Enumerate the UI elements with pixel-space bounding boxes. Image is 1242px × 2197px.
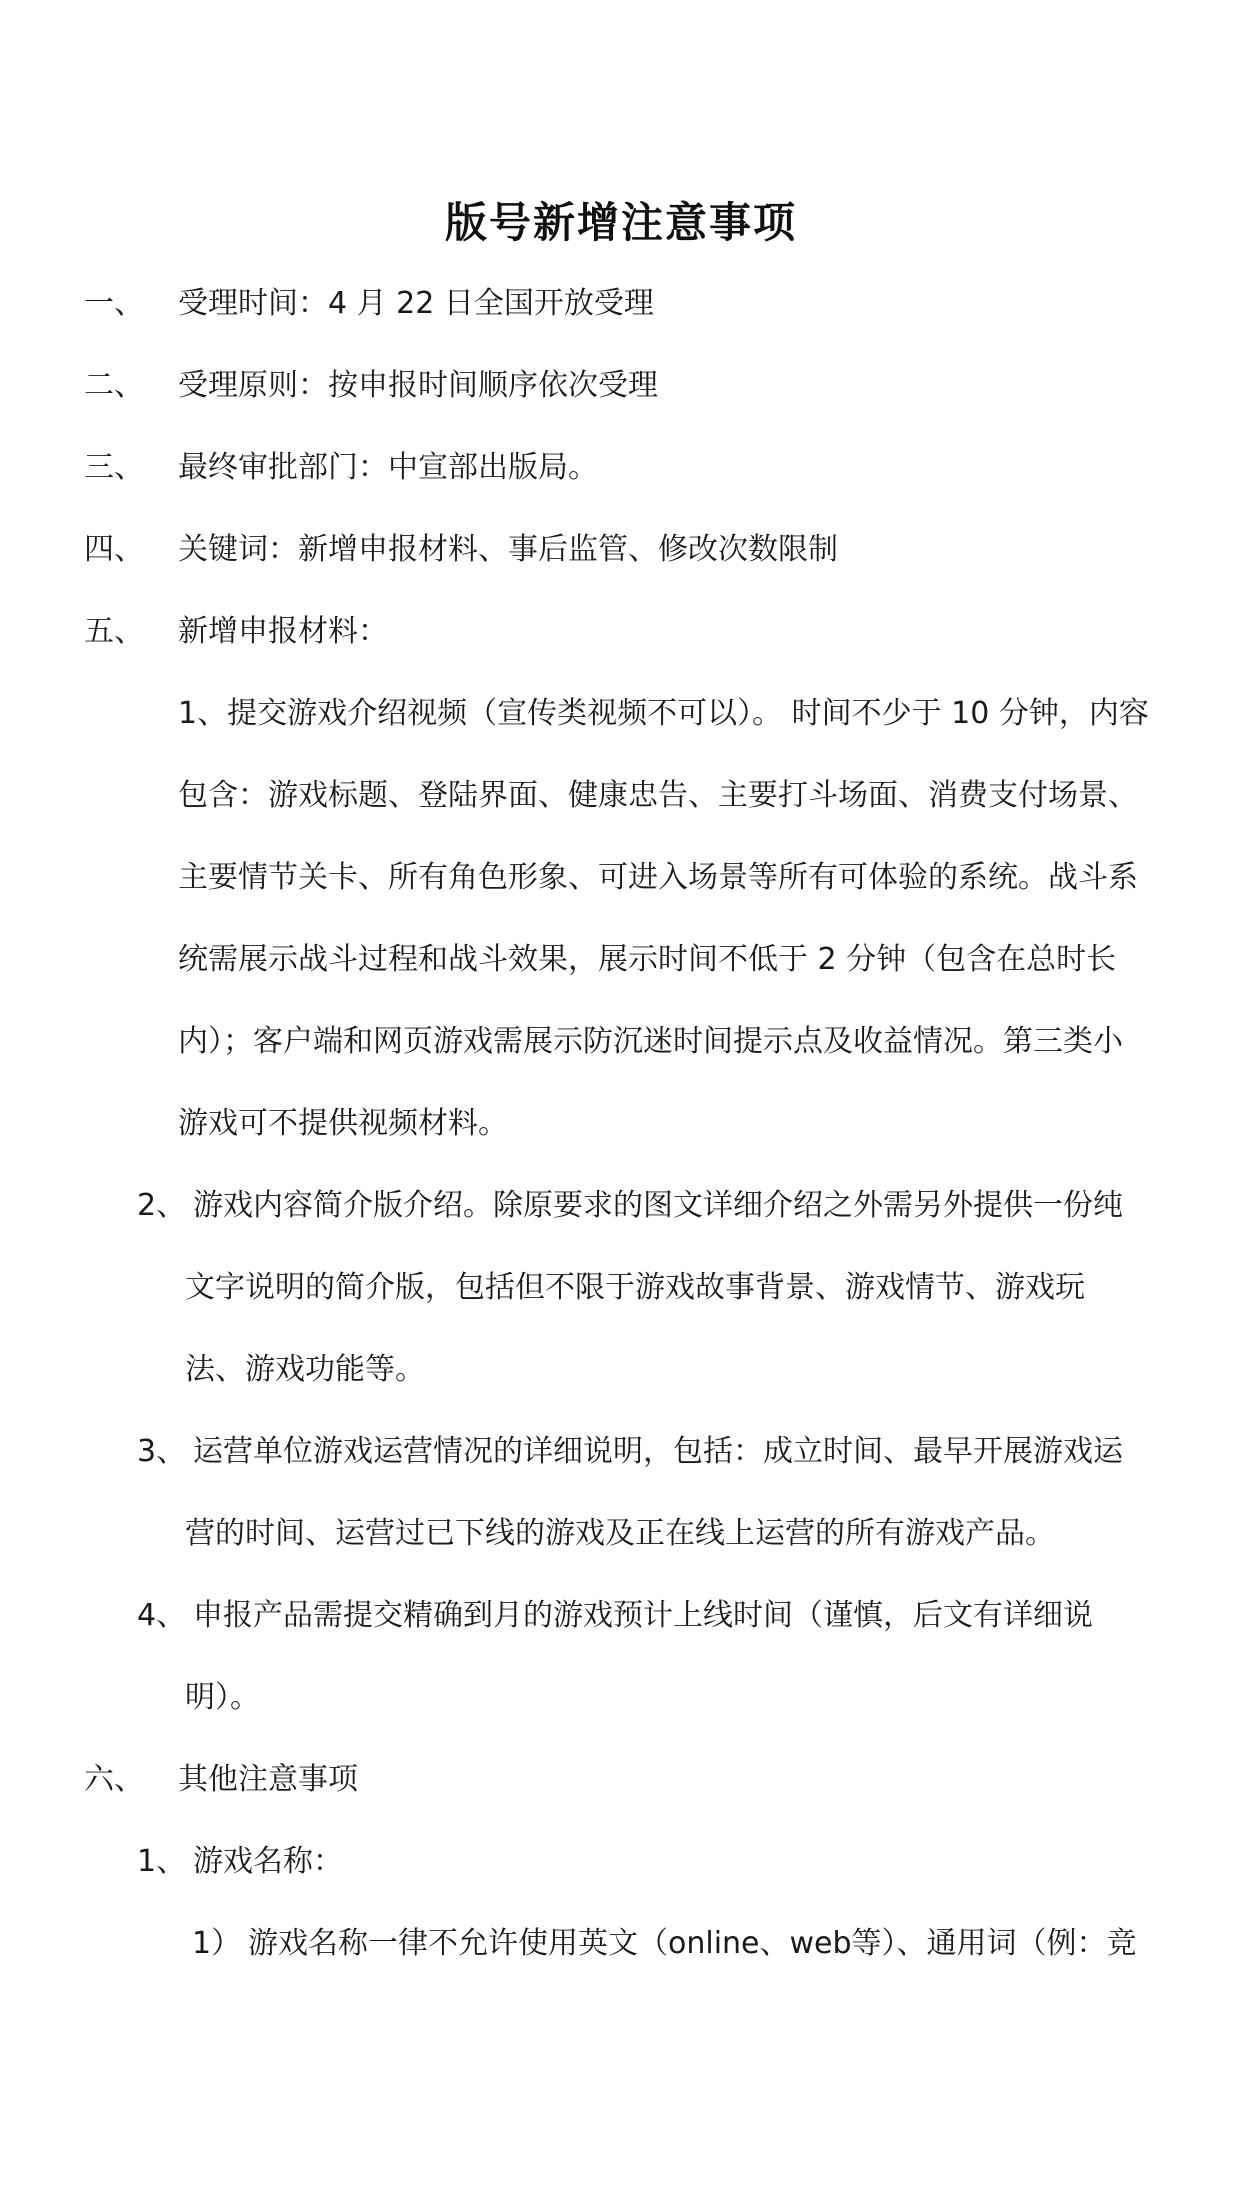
paragraph-line: 营的时间、运营过已下线的游戏及正在线上运营的所有游戏产品。 (185, 1516, 1055, 1551)
sub-item-number: 1） (192, 1926, 242, 1961)
item-number: 1、 (137, 1844, 187, 1879)
paragraph-line: 包含：游戏标题、登陆界面、健康忠告、主要打斗场面、消费支付场景、 (178, 778, 1138, 813)
section-number: 四、 (84, 532, 144, 567)
paragraph-line: 游戏名称一律不允许使用英文（online、web等）、通用词（例：竞 (248, 1926, 1137, 1961)
paragraph-line: 游戏可不提供视频材料。 (178, 1106, 508, 1141)
document-title: 版号新增注意事项 (444, 198, 797, 247)
paragraph-line: 法、游戏功能等。 (185, 1352, 425, 1387)
item-number: 4、 (137, 1598, 187, 1633)
section-text: 关键词：新增申报材料、事后监管、修改次数限制 (178, 532, 838, 567)
section-number: 六、 (84, 1762, 144, 1797)
item-number: 3、 (137, 1434, 187, 1469)
section-text: 新增申报材料： (178, 614, 388, 649)
paragraph-line: 1、提交游戏介绍视频（宣传类视频不可以）。 时间不少于 10 分钟，内容 (178, 696, 1149, 731)
paragraph-line: 运营单位游戏运营情况的详细说明，包括：成立时间、最早开展游戏运 (193, 1434, 1123, 1469)
section-number: 二、 (84, 368, 144, 403)
paragraph-line: 游戏内容简介版介绍。除原要求的图文详细介绍之外需另外提供一份纯 (193, 1188, 1123, 1223)
paragraph-line: 文字说明的简介版，包括但不限于游戏故事背景、游戏情节、游戏玩 (185, 1270, 1085, 1305)
paragraph-line: 明）。 (185, 1680, 260, 1715)
paragraph-line: 内）；客户端和网页游戏需展示防沉迷时间提示点及收益情况。第三类小 (178, 1024, 1123, 1059)
item-number: 2、 (137, 1188, 187, 1223)
section-text: 受理时间：4 月 22 日全国开放受理 (178, 286, 654, 321)
section-number: 三、 (84, 450, 144, 485)
section-text: 受理原则：按申报时间顺序依次受理 (178, 368, 658, 403)
section-number: 一、 (84, 286, 144, 321)
paragraph-line: 申报产品需提交精确到月的游戏预计上线时间（谨慎，后文有详细说 (193, 1598, 1093, 1633)
section-number: 五、 (84, 614, 144, 649)
section-text: 最终审批部门：中宣部出版局。 (178, 450, 598, 485)
paragraph-line: 统需展示战斗过程和战斗效果，展示时间不低于 2 分钟（包含在总时长 (178, 942, 1117, 977)
section-text: 其他注意事项 (178, 1762, 358, 1797)
paragraph-line: 游戏名称： (193, 1844, 343, 1879)
paragraph-line: 主要情节关卡、所有角色形象、可进入场景等所有可体验的系统。战斗系 (178, 860, 1138, 895)
